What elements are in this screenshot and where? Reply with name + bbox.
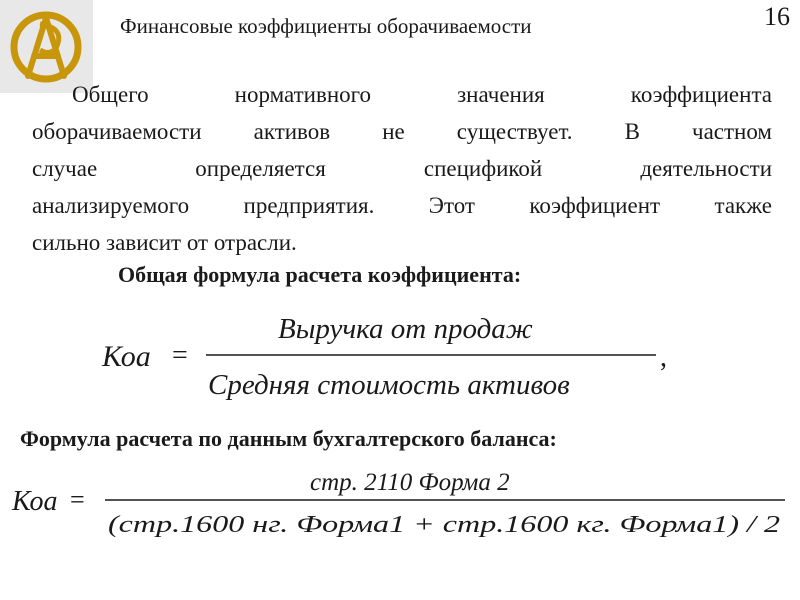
formula-lhs: Коа [12, 486, 58, 517]
balance-formula-heading: Формула расчета по данным бухгалтерского баланса: [20, 426, 557, 451]
slide-number: 16 [764, 2, 790, 31]
general-formula [100, 300, 700, 410]
formula-trailing-comma: , [660, 342, 667, 373]
formula-denominator: (стр.1600 нг. Форма1 + стр.1600 кг. Форма1) / 2 [108, 512, 780, 538]
paragraph-line: случае определяется спецификой деятельности [32, 156, 772, 181]
paragraph-line: сильно зависит от отрасли. [32, 230, 297, 255]
formula-numerator: Выручка от продаж [278, 313, 533, 345]
formula-lhs: Коа [102, 340, 151, 373]
formula-numerator: стр. 2110 Форма 2 [310, 469, 510, 496]
balance-formula [10, 460, 795, 550]
formula-equals: = [70, 485, 85, 514]
formula-equals: = [172, 340, 188, 371]
paragraph-line: анализируемого предприятия. Этот коэффициент также [32, 193, 772, 218]
general-formula-heading: Общая формула расчета коэффициента: [118, 262, 522, 287]
paragraph-line: Общего нормативного значения коэффициента [72, 82, 772, 107]
body-paragraph [32, 76, 772, 261]
formula-denominator: Средняя стоимость активов [208, 369, 570, 401]
slide-title: Финансовые коэффициенты оборачиваемости [120, 14, 532, 38]
paragraph-line: оборачиваемости активов не существует. В частном [32, 119, 772, 144]
